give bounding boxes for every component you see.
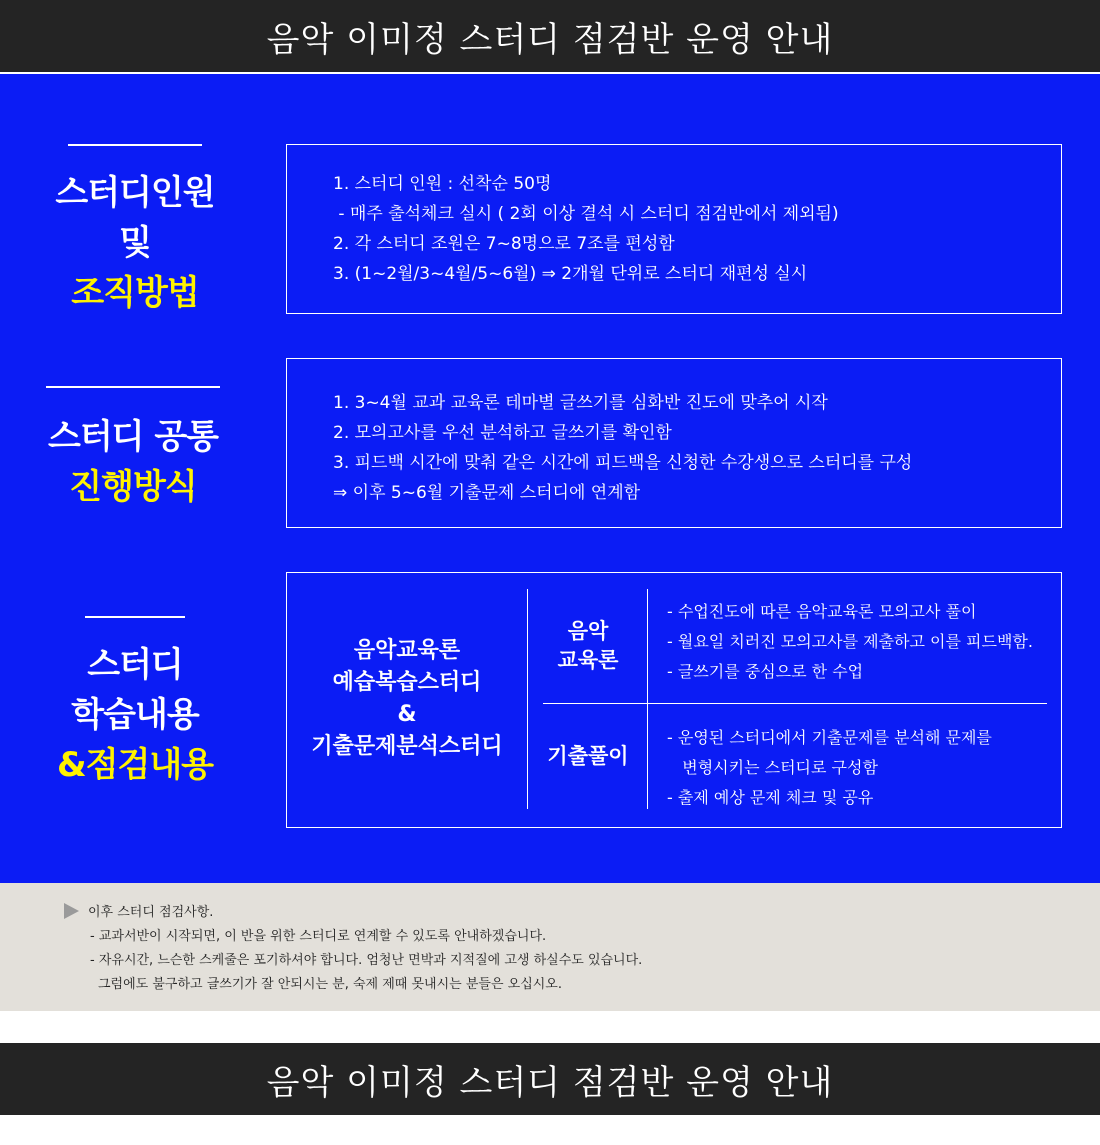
section-3-box xyxy=(286,572,1062,828)
main-panel xyxy=(0,74,1100,883)
list-item: - 글쓰기를 중심으로 한 수업 xyxy=(667,662,864,681)
section-1-box xyxy=(286,144,1062,314)
label-highlight: &점검내용 xyxy=(56,745,214,785)
notes-line: - 교과서반이 시작되면, 이 반을 위한 스터디로 연계할 수 있도록 안내하겠습니다. xyxy=(90,929,547,944)
header-bar xyxy=(0,0,1100,72)
notes-line: - 자유시간, 느슨한 스케줄은 포기하셔야 합니다. 엄청난 면박과 지적질에 고생 하실수도 있습니다. xyxy=(90,953,643,968)
section-3-label xyxy=(50,616,220,790)
category-description xyxy=(667,723,992,813)
category-music-pedagogy xyxy=(529,589,647,703)
label-highlight: 조직방법 xyxy=(71,273,199,313)
notes-line: 그럼에도 불구하고 글쓰기가 잘 안되시는 분, 숙제 제때 못내시는 분들은 오십시오. xyxy=(98,977,563,992)
list-item: 1. 스터디 인원 : 선착순 50명 xyxy=(333,174,552,194)
label-line: 스터디 xyxy=(87,645,183,685)
label-highlight: 진행방식 xyxy=(69,467,197,507)
label-line: 스터디인원 xyxy=(55,173,215,213)
list-item: 변형시키는 스터디로 구성함 xyxy=(667,758,878,777)
divider xyxy=(85,616,185,618)
list-item: - 출제 예상 문제 체크 및 공유 xyxy=(667,788,874,807)
study-type-line: & xyxy=(397,702,417,727)
notes-panel xyxy=(0,883,1100,1011)
list-item: 3. 피드백 시간에 맞춰 같은 시간에 피드백을 신청한 수강생으로 스터디를 구성 xyxy=(333,453,913,473)
divider xyxy=(46,386,220,388)
list-item: 3. (1~2월/3~4월/5~6월) ⇒ 2개월 단위로 스터디 재편성 실시 xyxy=(333,264,808,284)
list-item: - 매주 출석체크 실시 ( 2회 이상 결석 시 스터디 점검반에서 제외됨) xyxy=(333,204,839,224)
divider xyxy=(68,144,202,146)
grid-divider xyxy=(527,589,528,809)
study-type-line: 기출문제분석스터디 xyxy=(311,734,503,759)
study-type-line: 음악교육론 xyxy=(353,638,461,663)
label-line: 학습내용 xyxy=(71,695,199,735)
category-line: 기출풀이 xyxy=(547,744,629,768)
list-item: 2. 각 스터디 조원은 7~8명으로 7조를 편성함 xyxy=(333,234,675,254)
study-type-cell xyxy=(287,589,527,809)
footer-title: 음악 이미정 스터디 점검반 운영 안내 xyxy=(266,1062,834,1103)
section-2-box xyxy=(286,358,1062,528)
category-description xyxy=(667,597,1033,687)
notes-heading: 이후 스터디 점검사항. xyxy=(88,905,214,920)
category-past-exams xyxy=(529,704,647,809)
label-line: 스터디 공통 xyxy=(47,417,219,457)
list-item: 2. 모의고사를 우선 분석하고 글쓰기를 확인함 xyxy=(333,423,672,443)
list-item: - 수업진도에 따른 음악교육론 모의고사 풀이 xyxy=(667,602,977,621)
page-title: 음악 이미정 스터디 점검반 운영 안내 xyxy=(266,19,834,60)
section-1-label xyxy=(50,144,220,318)
section-2-label xyxy=(44,386,222,512)
label-line: 및 xyxy=(119,223,151,263)
study-type-line: 예습복습스터디 xyxy=(332,670,482,695)
list-item: 1. 3~4월 교과 교육론 테마별 글쓰기를 심화반 진도에 맞추어 시작 xyxy=(333,393,828,413)
list-item: ⇒ 이후 5~6월 기출문제 스터디에 연계함 xyxy=(333,483,641,503)
category-line: 음악 xyxy=(567,619,609,643)
category-line: 교육론 xyxy=(557,648,619,672)
list-item: - 운영된 스터디에서 기출문제를 분석해 문제를 xyxy=(667,728,992,747)
grid-divider xyxy=(647,589,648,809)
triangle-arrow-icon xyxy=(64,903,79,919)
list-item: - 월요일 치러진 모의고사를 제출하고 이를 피드백함. xyxy=(667,632,1033,651)
footer-bar xyxy=(0,1043,1100,1115)
